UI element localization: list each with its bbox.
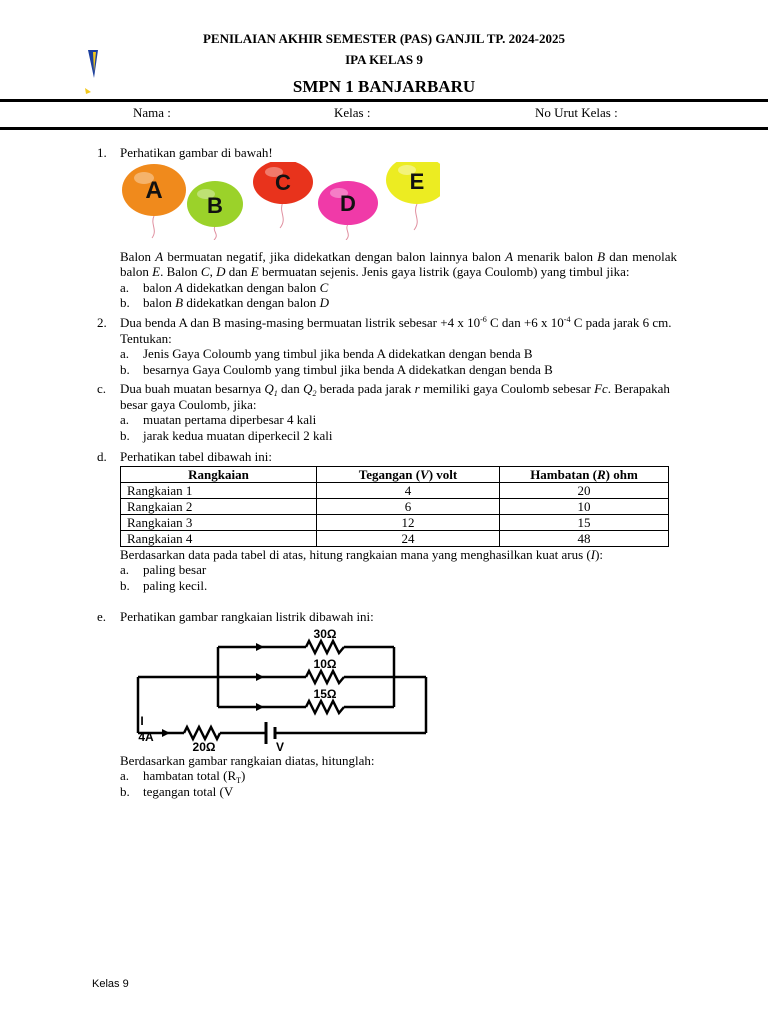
option-a — [120, 412, 677, 428]
resistor-label-10: 10Ω — [313, 656, 337, 671]
option-b — [120, 784, 677, 800]
question-number: 2. — [97, 315, 107, 330]
table-header-row — [121, 466, 669, 482]
balloon-d — [318, 181, 378, 240]
question-number: c. — [97, 381, 107, 396]
option-text: didekatkan dengan balon — [183, 295, 320, 310]
option-var: D — [319, 295, 329, 310]
option-letter: a. — [120, 279, 130, 295]
table-cell: 24 — [317, 530, 500, 546]
table-row — [121, 530, 669, 546]
option-letter: b. — [120, 295, 130, 310]
table-cell: 20 — [500, 482, 669, 498]
question-3 — [97, 381, 677, 443]
option-letter: b. — [120, 577, 130, 593]
class-label: Kelas : — [334, 105, 371, 120]
name-label: Nama : — [133, 105, 171, 120]
balloon-b — [187, 181, 243, 240]
option-var: C — [319, 279, 329, 295]
table-cell: 6 — [317, 498, 500, 514]
resistor-label-20: 20Ω — [192, 739, 216, 753]
option-a — [120, 562, 677, 578]
balloon-a — [122, 164, 186, 238]
voltage-symbol: V — [275, 739, 285, 753]
balloon-e — [386, 162, 440, 230]
resistor-label-30: 30Ω — [313, 626, 337, 641]
option-b — [120, 428, 677, 444]
question-stem: Balon A bermuatan negatif, jika didekatkan dengan balon lainnya balon A menarik balon B dan menolak balon E. Balon C, D dan E bermuatan sejenis. Jenis gaya listrik (gaya Coulomb) yang timbul jika: — [120, 248, 677, 279]
option-letter: a. — [120, 412, 130, 427]
question-intro: Perhatikan gambar rangkaian listrik dibawah ini: — [120, 609, 374, 624]
balloons-image — [120, 162, 440, 240]
table-cell: 15 — [500, 514, 669, 530]
resistance-table — [120, 466, 669, 547]
question-number: d. — [97, 449, 107, 464]
student-identity-row — [0, 105, 768, 123]
option-text: paling kecil. — [143, 577, 208, 593]
balloon-label-c: C — [275, 169, 291, 195]
option-text: jarak kedua muatan diperkecil 2 kali — [143, 427, 333, 443]
option-b — [120, 578, 677, 594]
option-letter: b. — [120, 361, 130, 377]
option-b — [120, 362, 677, 378]
table-cell: 10 — [500, 498, 669, 514]
question-number: e. — [97, 609, 107, 624]
number-label: No Urut Kelas : — [535, 105, 618, 120]
option-text: besarnya Gaya Coulomb yang timbul jika benda A didekatkan dengan benda B — [143, 361, 553, 377]
header-divider-bottom — [0, 127, 768, 130]
option-letter: a. — [120, 562, 130, 577]
option-a — [120, 346, 677, 362]
table-cell: Rangkaian 2 — [121, 498, 317, 514]
balloon-label-d: D — [340, 190, 356, 216]
question-intro: Perhatikan gambar di bawah! — [120, 145, 273, 160]
question-number: 1. — [97, 145, 107, 160]
option-a — [120, 768, 677, 784]
option-text: muatan pertama diperbesar 4 kali — [143, 412, 317, 427]
question-stem: Dua buah muatan besarnya $Q_1$ dan $Q_2$ berada pada jarak r memiliki gaya Coulomb sebesar Fc. Berapakah besar gaya Coulomb, jika: — [120, 381, 670, 412]
option-text: balon — [143, 295, 176, 310]
option-a — [120, 280, 677, 296]
balloon-label-e: E — [409, 168, 425, 194]
option-text: balon — [143, 279, 176, 295]
question-stem: Dua benda A dan B masing-masing bermuatan listrik sebesar +4 x $10^{-6}$ C dan +6 x $10^{-4}$ C pada jarak 6 cm. Tentukan: — [120, 315, 672, 346]
option-letter: b. — [120, 783, 130, 799]
table-cell: Rangkaian 4 — [121, 530, 317, 546]
table-row — [121, 514, 669, 530]
option-var: A — [175, 279, 184, 295]
table-cell: Rangkaian 3 — [121, 514, 317, 530]
school-name: SMPN 1 BANJARBARU — [292, 77, 476, 96]
column-header-rangkaian: Rangkaian — [121, 466, 317, 482]
balloon-label-a: A — [145, 176, 163, 204]
question-intro: Perhatikan tabel dibawah ini: — [120, 449, 272, 464]
table-cell: 4 — [317, 482, 500, 498]
option-b — [120, 295, 677, 311]
question-stem: Berdasarkan data pada tabel di atas, hitung rangkaian mana yang menghasilkan kuat arus (I): — [120, 546, 604, 562]
header-divider-top — [0, 99, 768, 102]
question-5 — [97, 609, 677, 799]
balloon-c — [253, 162, 313, 228]
exam-title: PENILAIAN AKHIR SEMESTER (PAS) GANJIL TP. 2024-2025 — [202, 31, 565, 46]
table-cell: Rangkaian 1 — [121, 482, 317, 498]
page-footer: Kelas 9 — [92, 978, 129, 990]
option-text: tegangan total (V — [143, 783, 234, 799]
question-1 — [97, 145, 677, 311]
question-stem: Berdasarkan gambar rangkaian diatas, hitunglah: — [120, 752, 375, 768]
table-cell: 12 — [317, 514, 500, 530]
exam-subject: IPA KELAS 9 — [345, 52, 423, 67]
option-text: Jenis Gaya Coloumb yang timbul jika benda A didekatkan dengan benda B — [143, 346, 533, 361]
column-header-resistance: Hambatan (R) ohm — [500, 466, 669, 482]
option-letter: a. — [120, 768, 130, 783]
option-text: paling besar — [143, 562, 207, 577]
option-text-tail: ) — [241, 768, 246, 783]
option-letter: b. — [120, 427, 130, 443]
current-symbol: I — [140, 713, 144, 728]
current-value: 4A — [138, 729, 154, 744]
option-letter: a. — [120, 346, 130, 361]
table-row — [121, 482, 669, 498]
question-2 — [97, 315, 677, 377]
resistor-label-15: 15Ω — [313, 686, 337, 701]
option-subscript: T — [236, 776, 242, 785]
table-cell: 48 — [500, 530, 669, 546]
option-var: B — [175, 295, 184, 310]
balloon-label-b: B — [207, 192, 223, 218]
option-text: didekatkan dengan balon — [183, 279, 320, 295]
column-header-voltage: Tegangan (V) volt — [317, 466, 500, 482]
question-4 — [97, 449, 677, 593]
option-text: hambatan total (R — [143, 768, 237, 783]
circuit-diagram — [120, 627, 432, 753]
table-row — [121, 498, 669, 514]
